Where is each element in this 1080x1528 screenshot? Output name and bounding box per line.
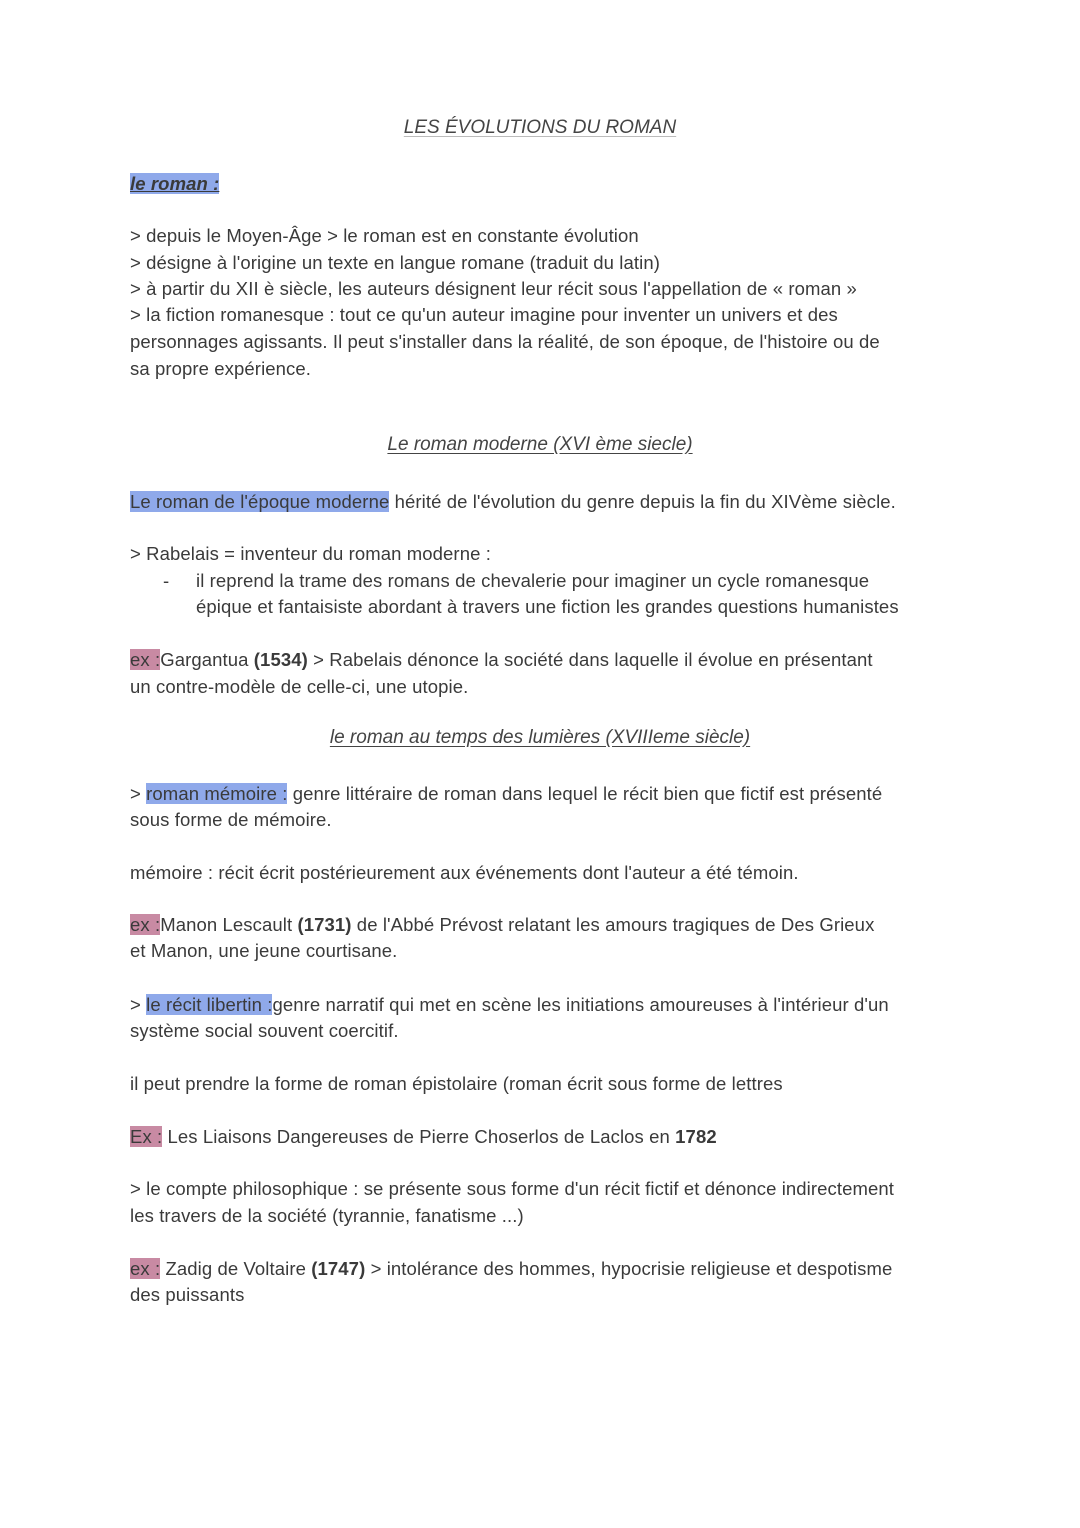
text-line: il peut prendre la forme de roman épistolaire (roman écrit sous forme de lettres — [130, 1073, 783, 1094]
section-heading-lumieres: le roman au temps des lumières (XVIIIeme siècle) — [329, 727, 751, 748]
text-line: un contre-modèle de celle-ci, une utopie. — [130, 676, 469, 697]
text-line: système social souvent coercitif. — [130, 1020, 399, 1041]
text-span: > Rabelais dénonce la société dans laquelle il évolue en présentant — [307, 649, 873, 670]
heading-highlight: le roman : — [130, 173, 220, 194]
text-line — [130, 489, 960, 515]
text-span: Les Liaisons Dangereuses de Pierre Choserlos de Laclos en — [162, 1126, 676, 1147]
text-line: > à partir du XII è siècle, les auteurs désignent leur récit sous l'appellation de « roman » — [130, 278, 857, 299]
term-highlight: Le roman de l'époque moderne — [130, 491, 390, 512]
text-line: personnages agissants. Il peut s'installer dans la réalité, de son époque, de l'histoire ou de — [130, 331, 880, 352]
example-line — [130, 1124, 960, 1150]
text-span: > — [130, 994, 147, 1015]
text-span: de l'Abbé Prévost relatant les amours tragiques de Des Grieux — [351, 914, 875, 935]
text-line — [130, 781, 960, 807]
text-line: > la fiction romanesque : tout ce qu'un auteur imagine pour inventer un univers et des — [130, 304, 838, 325]
example-label: ex : — [130, 1258, 161, 1279]
text-span: genre narratif qui met en scène les initiations amoureuses à l'intérieur d'un — [272, 994, 889, 1015]
bullet-text: il reprend la trame des romans de chevalerie pour imaginer un cycle romanesque — [196, 570, 870, 591]
bullet-text: épique et fantaisiste abordant à travers une fiction les grandes questions humanistes — [196, 596, 899, 617]
term-highlight: roman mémoire : — [146, 783, 288, 804]
example-label: ex : — [130, 649, 161, 670]
example-label: ex : — [130, 914, 161, 935]
text-line: les travers de la société (tyrannie, fanatisme ...) — [130, 1205, 524, 1226]
text-line: > désigne à l'origine un texte en langue romane (traduit du latin) — [130, 252, 661, 273]
example-label: Ex : — [130, 1126, 163, 1147]
text-line: et Manon, une jeune courtisane. — [130, 940, 398, 961]
page-title: LES ÉVOLUTIONS DU ROMAN — [403, 117, 677, 138]
section-heading-moderne: Le roman moderne (XVI ème siecle) — [387, 434, 693, 455]
text-span: Gargantua — [160, 649, 254, 670]
text-span: Manon Lescault — [160, 914, 298, 935]
example-line — [130, 647, 960, 673]
example-line — [130, 1256, 960, 1282]
text-span: Zadig de Voltaire — [160, 1258, 312, 1279]
section-heading-roman — [130, 171, 960, 197]
text-line: mémoire : récit écrit postérieurement aux événements dont l'auteur a été témoin. — [130, 862, 799, 883]
year: (1534) — [253, 649, 308, 670]
text-line: des puissants — [130, 1284, 245, 1305]
text-line: > depuis le Moyen-Âge > le roman est en constante évolution — [130, 225, 639, 246]
text-span: genre littéraire de roman dans lequel le récit bien que fictif est présenté — [287, 783, 883, 804]
text-span: hérité de l'évolution du genre depuis la fin du XIVème siècle. — [389, 491, 896, 512]
text-line: > le compte philosophique : se présente sous forme d'un récit fictif et dénonce indirectement — [130, 1178, 895, 1199]
text-line: sous forme de mémoire. — [130, 809, 332, 830]
year: 1782 — [675, 1126, 717, 1147]
bullet-dash: - — [163, 570, 170, 591]
text-line: sa propre expérience. — [130, 358, 312, 379]
text-span: > intolérance des hommes, hypocrisie religieuse et despotisme — [365, 1258, 893, 1279]
example-line — [130, 912, 960, 938]
text-span: > — [130, 783, 147, 804]
text-line — [130, 992, 960, 1018]
year: (1731) — [297, 914, 352, 935]
term-highlight: le récit libertin : — [146, 994, 273, 1015]
year: (1747) — [311, 1258, 366, 1279]
text-line: > Rabelais = inventeur du roman moderne : — [130, 543, 491, 564]
